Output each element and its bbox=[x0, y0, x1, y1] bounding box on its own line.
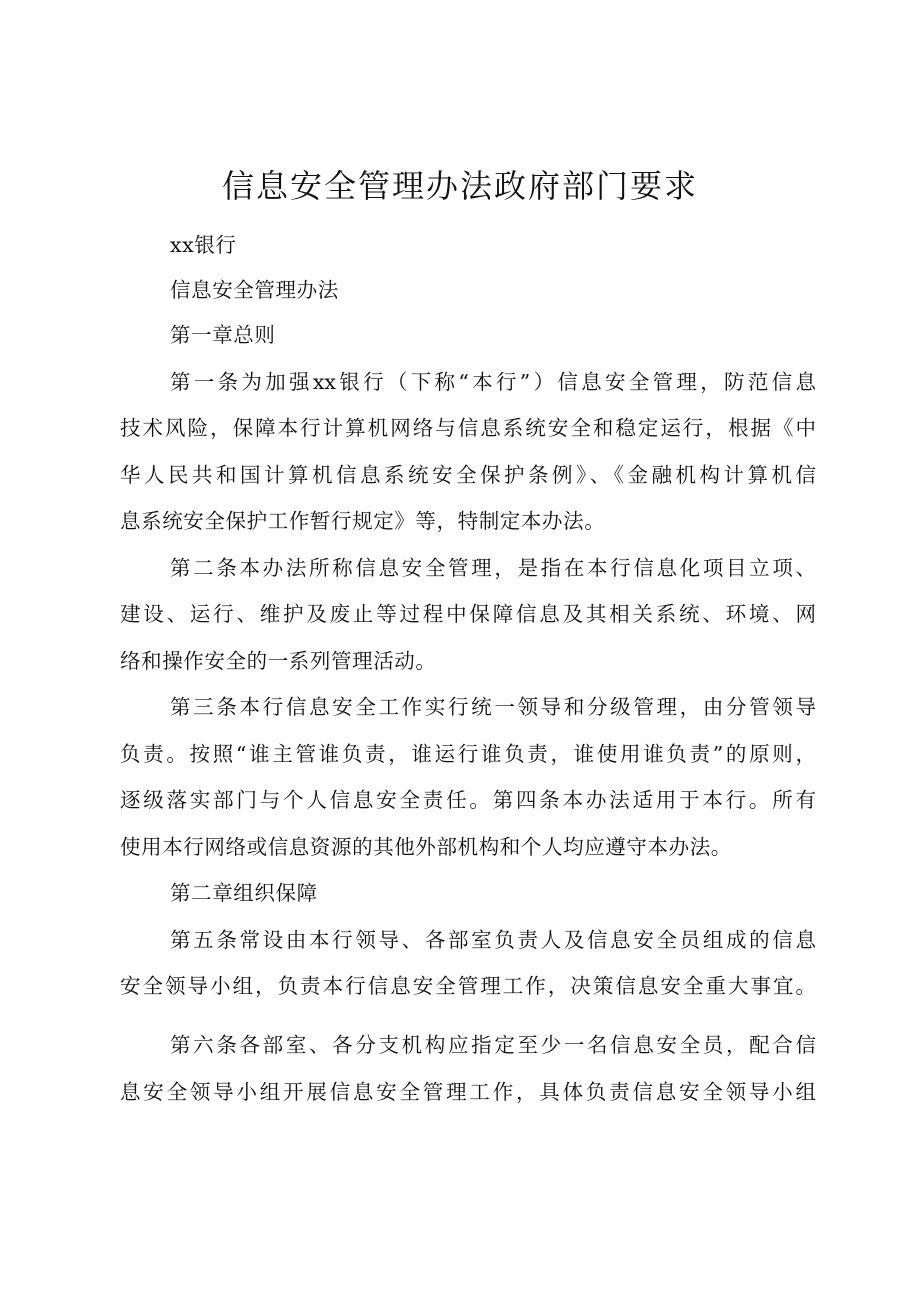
chapter-heading-2: 第二章组织保障 bbox=[170, 881, 318, 905]
article-3-line-4: 使用本行网络或信息资源的其他外部机构和个人均应遵守本办法。 bbox=[120, 835, 732, 859]
article-1-line-1: 第一条为加强xx银行（下称“本行”）信息安全管理，防范信息 bbox=[170, 370, 816, 394]
article-3-line-2: 负责。按照“谁主管谁负责，谁运行谁负责，谁使用谁负责”的原则， bbox=[120, 742, 816, 766]
article-2-line-2: 建设、运行、维护及废止等过程中保障信息及其相关系统、环境、网 bbox=[120, 602, 816, 626]
chapter-heading-1: 第一章总则 bbox=[170, 323, 276, 347]
article-1-line-4: 息系统安全保护工作暂行规定》等，特制定本办法。 bbox=[120, 509, 606, 533]
article-6-line-2: 息安全领导小组开展信息安全管理工作，具体负责信息安全领导小组 bbox=[120, 1080, 816, 1104]
article-3-line-3: 逐级落实部门与个人信息安全责任。第四条本办法适用于本行。所有 bbox=[120, 788, 816, 812]
document-name: 信息安全管理办法 bbox=[170, 278, 339, 302]
article-5-line-2: 安全领导小组，负责本行信息安全管理工作，决策信息安全重大事宜。 bbox=[120, 974, 816, 998]
article-2-line-3: 络和操作安全的一系列管理活动。 bbox=[120, 649, 437, 673]
article-1-line-3: 华人民共和国计算机信息系统安全保护条例》、《金融机构计算机信 bbox=[120, 463, 816, 487]
bank-name: xx银行 bbox=[170, 233, 237, 257]
article-1-line-2: 技术风险，保障本行计算机网络与信息系统安全和稳定运行，根据《中 bbox=[120, 416, 816, 440]
article-2-line-1: 第二条本办法所称信息安全管理，是指在本行信息化项目立项、 bbox=[170, 556, 816, 580]
article-6-line-1: 第六条各部室、各分支机构应指定至少一名信息安全员，配合信 bbox=[170, 1033, 816, 1057]
article-5-line-1: 第五条常设由本行领导、各部室负责人及信息安全员组成的信息 bbox=[170, 928, 816, 952]
document-title: 信息安全管理办法政府部门要求 bbox=[221, 167, 698, 205]
article-3-line-1: 第三条本行信息安全工作实行统一领导和分级管理，由分管领导 bbox=[170, 695, 816, 719]
